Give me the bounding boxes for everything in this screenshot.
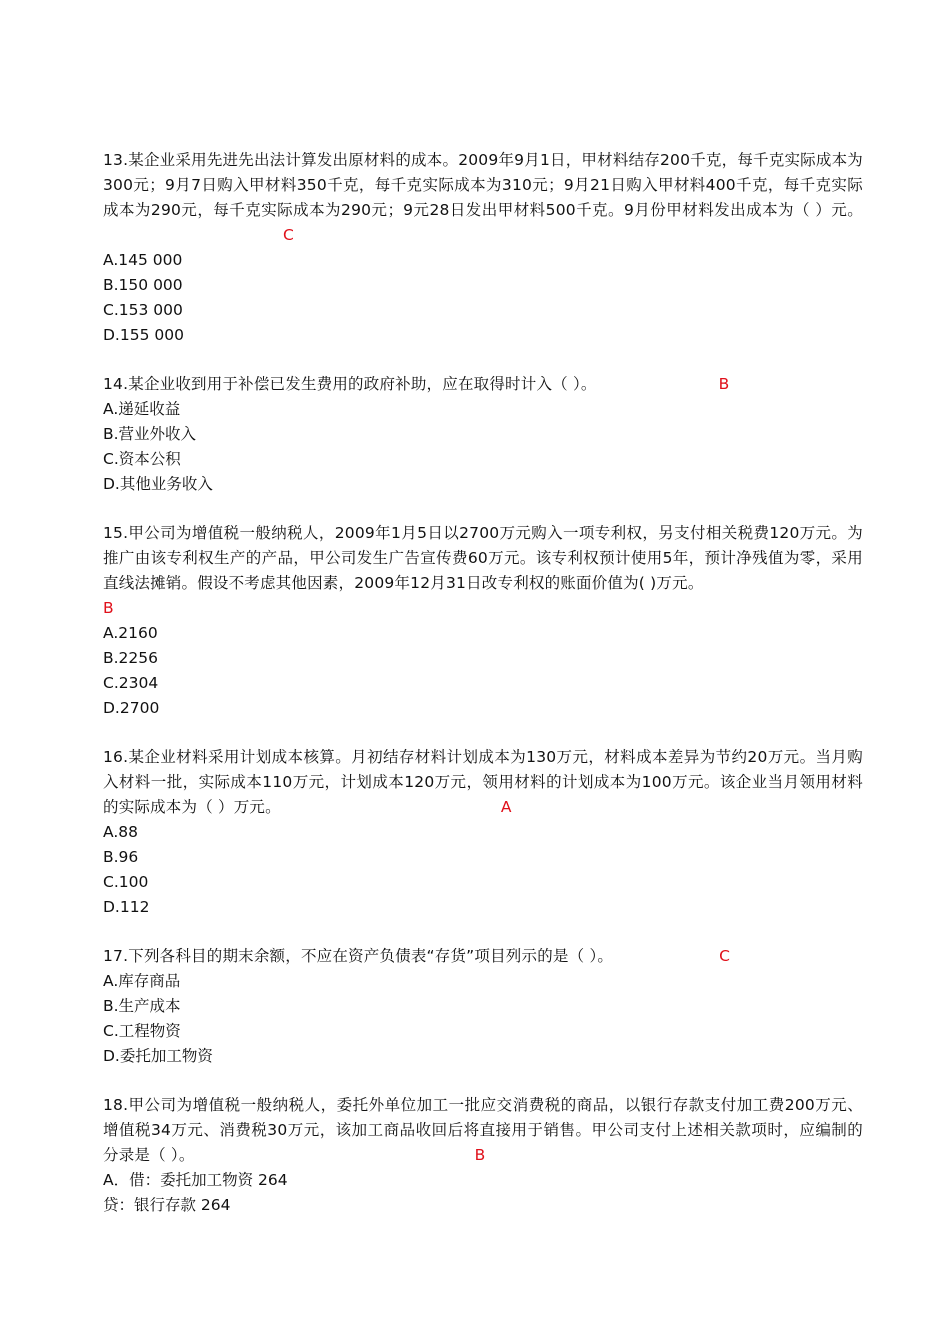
option-d: D.2700 bbox=[103, 699, 160, 717]
stem-text: 13.某企业采用先进先出法计算发出原材料的成本。2009年9月1日，甲材料结存200千克，每千克实际成本为300元；9月7日购入甲材料350千克，每千克实际成本为310元；9月21日购入甲材料400千克，每千克实际成本为290元，每千克实际成本为290元；9元28日发出甲材料500千克。9月份甲材料发出成本为（ ）元。 bbox=[103, 151, 863, 219]
option-a: A.88 bbox=[103, 823, 138, 841]
question-stem bbox=[103, 372, 863, 397]
stem-text: 17.下列各科目的期末余额，不应在资产负债表“存货”项目列示的是（ ）。 bbox=[103, 947, 614, 965]
option-a: A.递延收益 bbox=[103, 400, 181, 418]
option-d: D.委托加工物资 bbox=[103, 1047, 213, 1065]
question-15 bbox=[103, 521, 863, 721]
question-14 bbox=[103, 372, 863, 497]
question-stem bbox=[103, 745, 863, 820]
option-c: C.工程物资 bbox=[103, 1022, 181, 1040]
answer-mark: B bbox=[474, 1146, 486, 1164]
option-d: D.155 000 bbox=[103, 326, 184, 344]
stem-text: 18.甲公司为增值税一般纳税人，委托外单位加工一批应交消费税的商品，以银行存款支付加工费200万元、增值税34万元、消费税30万元，该加工商品收回后将直接用于销售。甲公司支付上述相关款项时，应编制的分录是（ ）。 bbox=[103, 1096, 863, 1164]
stem-text: 16.某企业材料采用计划成本核算。月初结存材料计划成本为130万元，材料成本差异为节约20万元。当月购入材料一批，实际成本110万元，计划成本120万元，领用材料的计划成本为100万元。该企业当月领用材料的实际成本为（ ）万元。 bbox=[103, 748, 863, 816]
option-b: B.150 000 bbox=[103, 276, 183, 294]
option-a: A.2160 bbox=[103, 624, 158, 642]
option-a: A．借：委托加工物资 264 bbox=[103, 1171, 288, 1189]
document-page bbox=[103, 148, 863, 1242]
question-13 bbox=[103, 148, 863, 348]
answer-mark: B bbox=[718, 375, 730, 393]
option-c: C.资本公积 bbox=[103, 450, 181, 468]
answer-mark: B bbox=[103, 599, 114, 617]
option-d: D.其他业务收入 bbox=[103, 475, 213, 493]
question-stem bbox=[103, 944, 863, 969]
question-stem bbox=[103, 1093, 863, 1168]
answer-mark: C bbox=[719, 947, 731, 965]
option-a: A.145 000 bbox=[103, 251, 183, 269]
question-16 bbox=[103, 745, 863, 920]
question-stem bbox=[103, 148, 863, 248]
question-17 bbox=[103, 944, 863, 1069]
question-stem: 15.甲公司为增值税一般纳税人，2009年1月5日以2700万元购入一项专利权，另支付相关税费120万元。为推广由该专利权生产的产品，甲公司发生广告宣传费60万元。该专利权预计使用5年，预计净残值为零，采用直线法摊销。假设不考虑其他因素，2009年12月31日改专利权的账面价值为( )万元。 bbox=[103, 524, 863, 592]
option-c: C.2304 bbox=[103, 674, 159, 692]
option-c: C.153 000 bbox=[103, 301, 183, 319]
option-b: B.生产成本 bbox=[103, 997, 181, 1015]
answer-mark: A bbox=[500, 798, 512, 816]
option-b: B.2256 bbox=[103, 649, 159, 667]
option-d: D.112 bbox=[103, 898, 150, 916]
answer-mark: C bbox=[283, 226, 295, 244]
question-18 bbox=[103, 1093, 863, 1218]
option-b: B.营业外收入 bbox=[103, 425, 197, 443]
stem-text: 14.某企业收到用于补偿已发生费用的政府补助，应在取得时计入（ ）。 bbox=[103, 375, 597, 393]
option-credit: 贷：银行存款 264 bbox=[103, 1196, 231, 1214]
option-b: B.96 bbox=[103, 848, 139, 866]
option-c: C.100 bbox=[103, 873, 149, 891]
option-a: A.库存商品 bbox=[103, 972, 181, 990]
